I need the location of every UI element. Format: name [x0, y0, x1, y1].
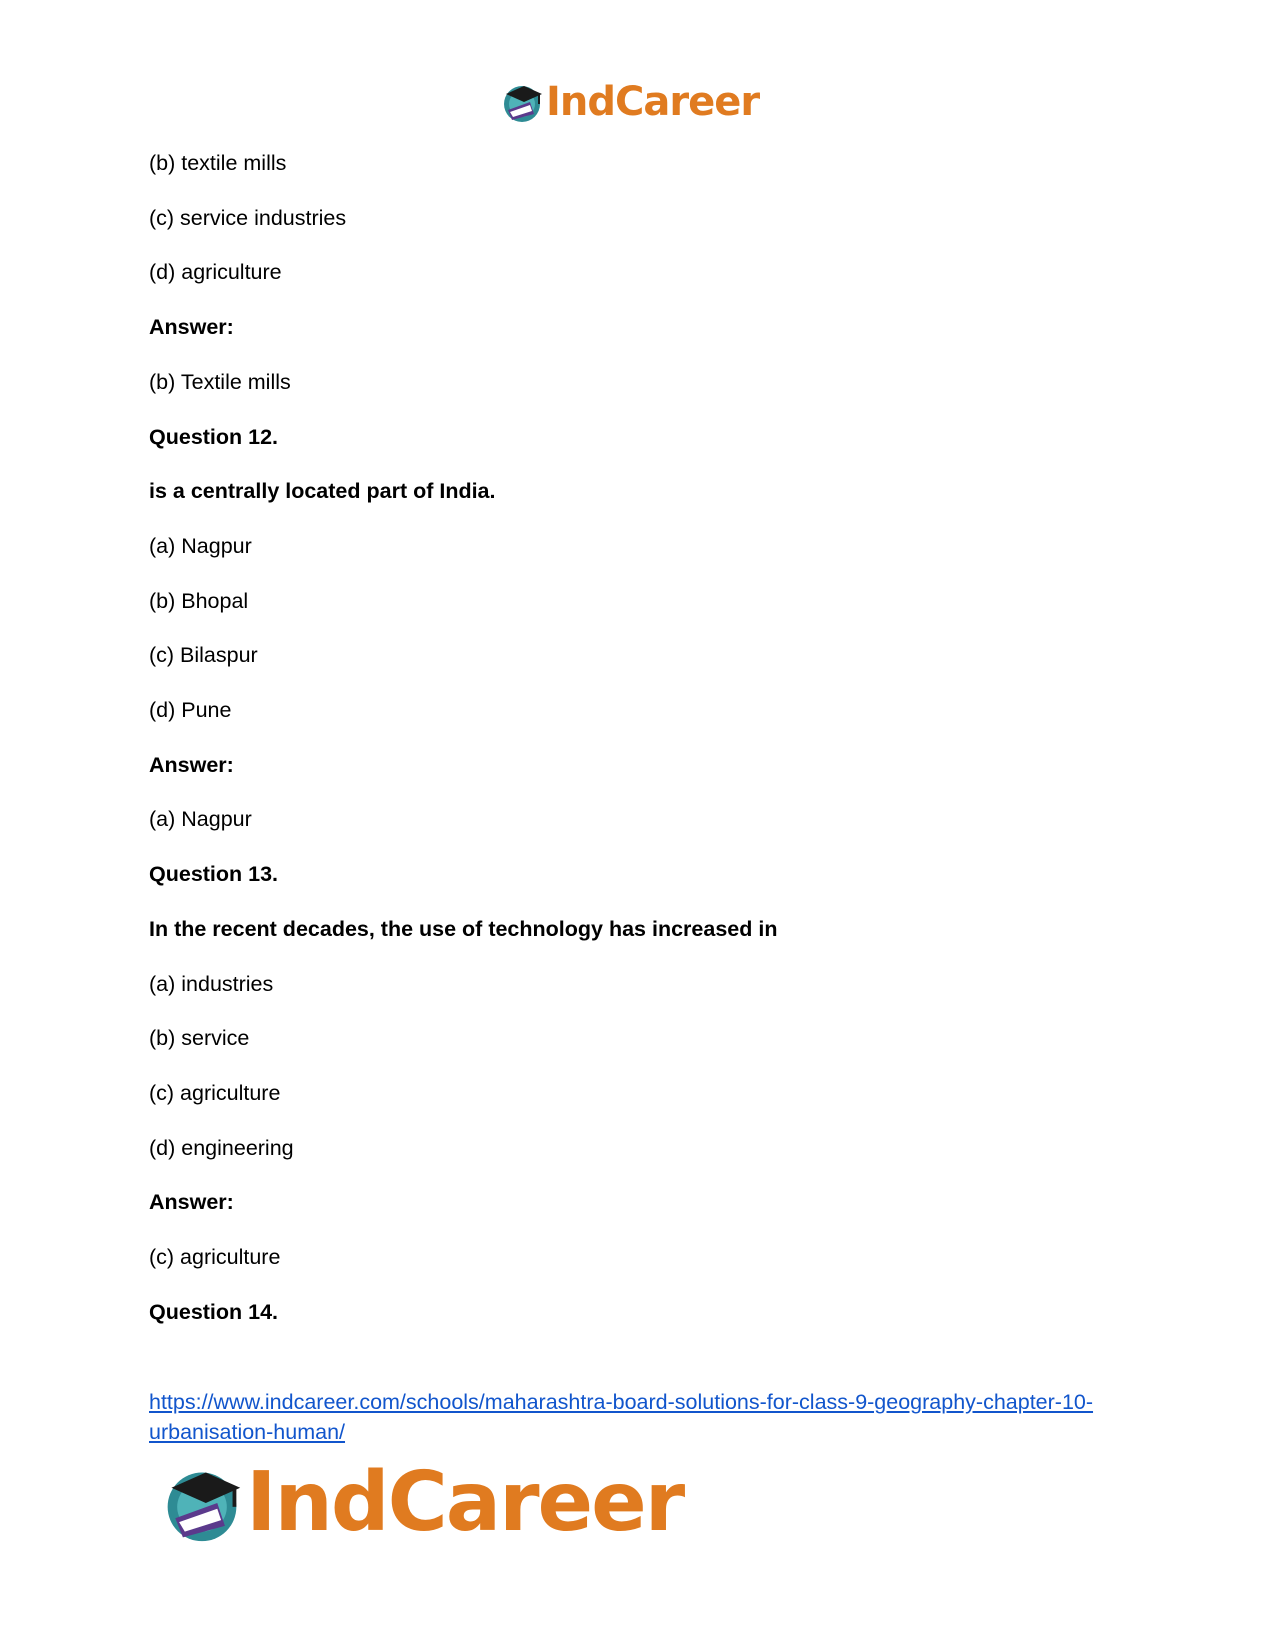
option-line: (d) agriculture — [149, 260, 282, 285]
option-line: (c) agriculture — [149, 1080, 281, 1105]
option-line: (a) industries — [149, 971, 274, 996]
heading-line: Question 12. — [149, 424, 279, 449]
source-link[interactable]: https://www.indcareer.com/schools/maharashtra-board-solutions-for-class-9-geography-chapter-10-urbanisation-human/ — [149, 1390, 1094, 1444]
option-line: (b) service — [149, 1026, 250, 1051]
heading-line: is a centrally located part of India. — [149, 479, 496, 504]
heading-line: Answer: — [149, 752, 234, 777]
heading-line: Answer: — [149, 315, 234, 340]
heading-line: Question 13. — [149, 862, 279, 887]
logo-text: IndCareer — [546, 79, 760, 125]
footer-logo — [160, 1455, 684, 1550]
header-logo — [500, 78, 759, 126]
heading-line: Question 14. — [149, 1299, 279, 1324]
graduation-cap-globe-icon — [160, 1461, 244, 1545]
graduation-cap-globe-icon — [500, 80, 544, 124]
option-line: (d) Pune — [149, 698, 232, 722]
option-line: (b) Bhopal — [149, 588, 249, 613]
option-line: (c) agriculture — [149, 1245, 281, 1269]
option-line: (d) engineering — [149, 1135, 294, 1160]
heading-line: In the recent decades, the use of technology has increased in — [149, 916, 778, 941]
heading-line: Answer: — [149, 1190, 234, 1215]
logo-text: IndCareer — [246, 1455, 684, 1550]
option-line: (b) Textile mills — [149, 369, 291, 394]
option-line: (a) Nagpur — [149, 533, 252, 558]
option-line: (a) Nagpur — [149, 807, 252, 832]
option-line: (c) Bilaspur — [149, 643, 258, 668]
option-line: (c) service industries — [149, 205, 347, 230]
option-line: (b) textile mills — [149, 151, 287, 175]
